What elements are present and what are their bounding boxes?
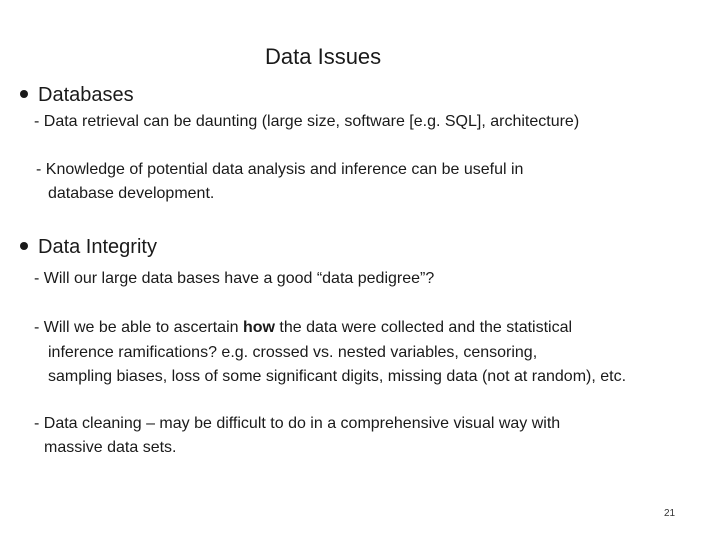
bullet-data-integrity <box>20 236 157 259</box>
integrity-item-ascertain-line3: sampling biases, loss of some significant digits, missing data (not at random), etc. <box>48 368 627 385</box>
slide-title: Data Issues <box>265 44 382 69</box>
page-number: 21 <box>664 508 676 519</box>
text-segment: the data were collected and the statistical <box>274 319 573 336</box>
integrity-item-pedigree: - Will our large data bases have a good “data pedigree”? <box>34 270 435 287</box>
bullet-label: Data Integrity <box>38 236 157 258</box>
text-segment: - Will we be able to ascertain <box>34 319 243 336</box>
databases-item-retrieval: - Data retrieval can be daunting (large size, software [e.g. SQL], architecture) <box>34 113 580 130</box>
bullet-label: Databases <box>38 84 134 106</box>
integrity-item-cleaning-line1: - Data cleaning – may be difficult to do in a comprehensive visual way with <box>34 415 561 432</box>
integrity-item-ascertain-line2: inference ramifications? e.g. crossed vs. nested variables, censoring, <box>48 344 538 361</box>
emphasis-how: how <box>242 319 275 336</box>
databases-item-knowledge-line2: database development. <box>48 185 215 202</box>
databases-item-knowledge-line1: - Knowledge of potential data analysis and inference can be useful in <box>36 161 524 178</box>
bullet-databases <box>20 84 134 107</box>
integrity-item-cleaning-line2: massive data sets. <box>44 439 177 456</box>
integrity-item-ascertain-line1 <box>34 316 572 340</box>
bullet-dot-icon <box>20 242 28 250</box>
bullet-dot-icon <box>20 90 28 98</box>
